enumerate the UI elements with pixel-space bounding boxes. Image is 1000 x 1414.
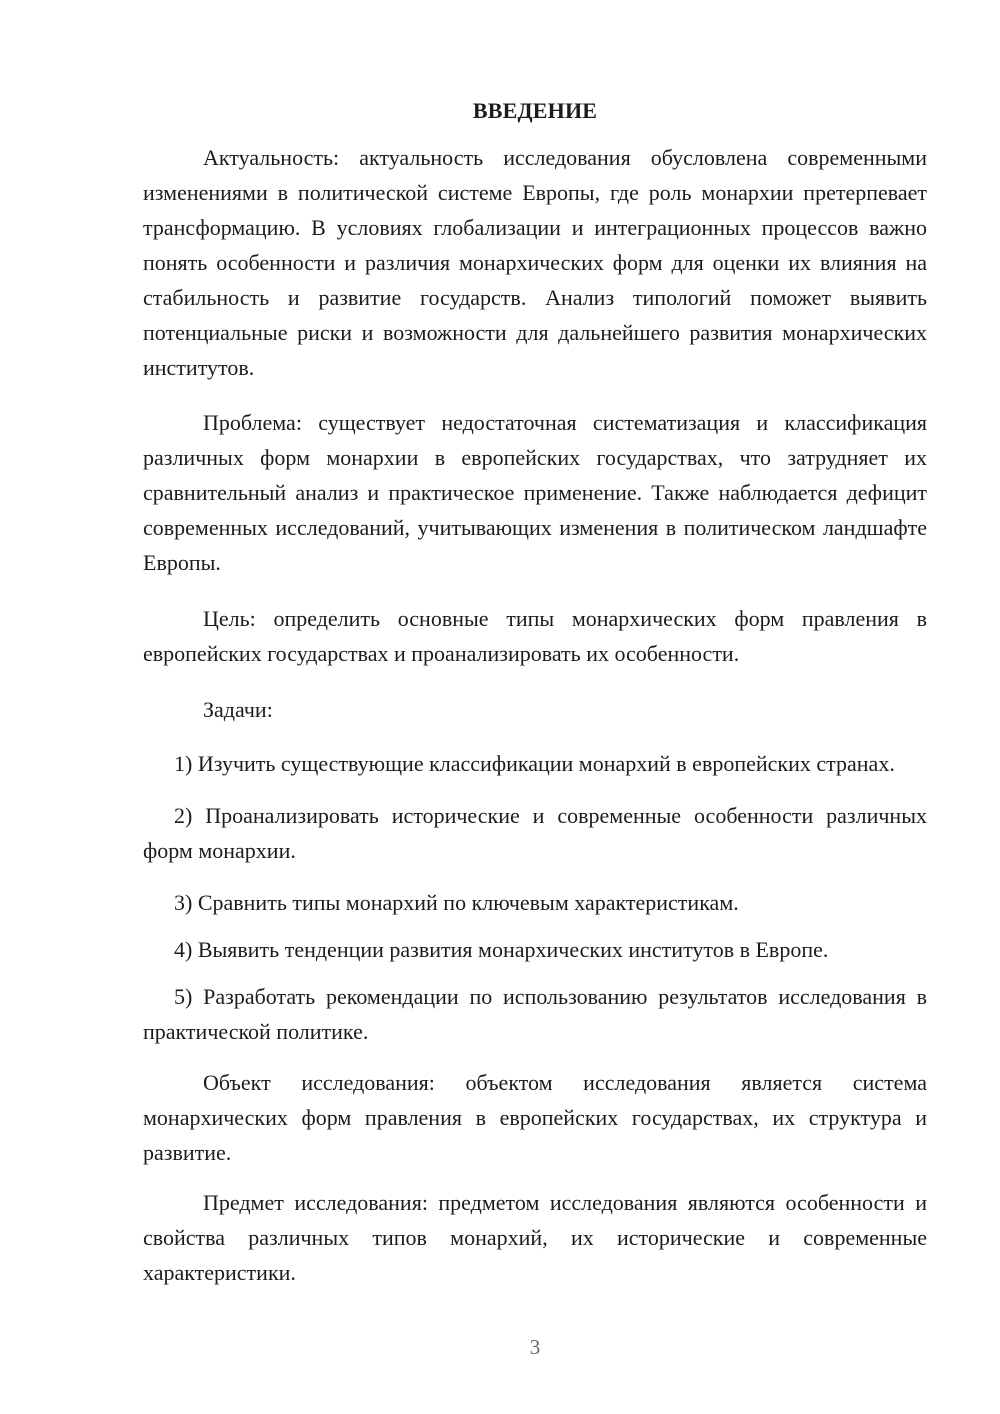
task-item-5: 5) Разработать рекомендации по использованию результатов исследования в практической политике.: [143, 984, 927, 1044]
tasks-heading: Задачи:: [203, 697, 273, 722]
actuality-paragraph: Актуальность: актуальность исследования обусловлена современными изменениями в политической системе Европы, где роль монархии претерпевает трансформацию. В условиях глобализации и интеграционных процессов важно понять особенности и различия монархических форм для оценки их влияния на стабильность и развитие государств. Анализ типологий поможет выявить потенциальные риски и возможности для дальнейшего развития монархических институтов.: [143, 145, 927, 380]
task-item-2: 2) Проанализировать исторические и современные особенности различных форм монархии.: [143, 803, 927, 863]
task-item-4: 4) Выявить тенденции развития монархических институтов в Европе.: [174, 937, 829, 962]
subject-paragraph: Предмет исследования: предметом исследования являются особенности и свойства различных типов монархий, их исторические и современные характеристики.: [143, 1190, 927, 1285]
page-content: [143, 94, 927, 1290]
page-number: 3: [529, 1335, 541, 1359]
problem-paragraph: Проблема: существует недостаточная систематизация и классификация различных форм монархии в европейских государствах, что затрудняет их сравнительный анализ и практическое применение. Также наблюдается дефицит современных исследований, учитывающих изменения в политическом ландшафте Европы.: [143, 410, 927, 575]
goal-paragraph: Цель: определить основные типы монархических форм правления в европейских государствах и проанализировать их особенности.: [143, 606, 927, 666]
task-item-3: 3) Сравнить типы монархий по ключевым характеристикам.: [174, 890, 739, 915]
task-item-1: 1) Изучить существующие классификации монархий в европейских странах.: [174, 751, 895, 776]
page-title: ВВЕДЕНИЕ: [472, 98, 598, 123]
object-paragraph: Объект исследования: объектом исследования является система монархических форм правления в европейских государствах, их структура и развитие.: [143, 1070, 927, 1165]
